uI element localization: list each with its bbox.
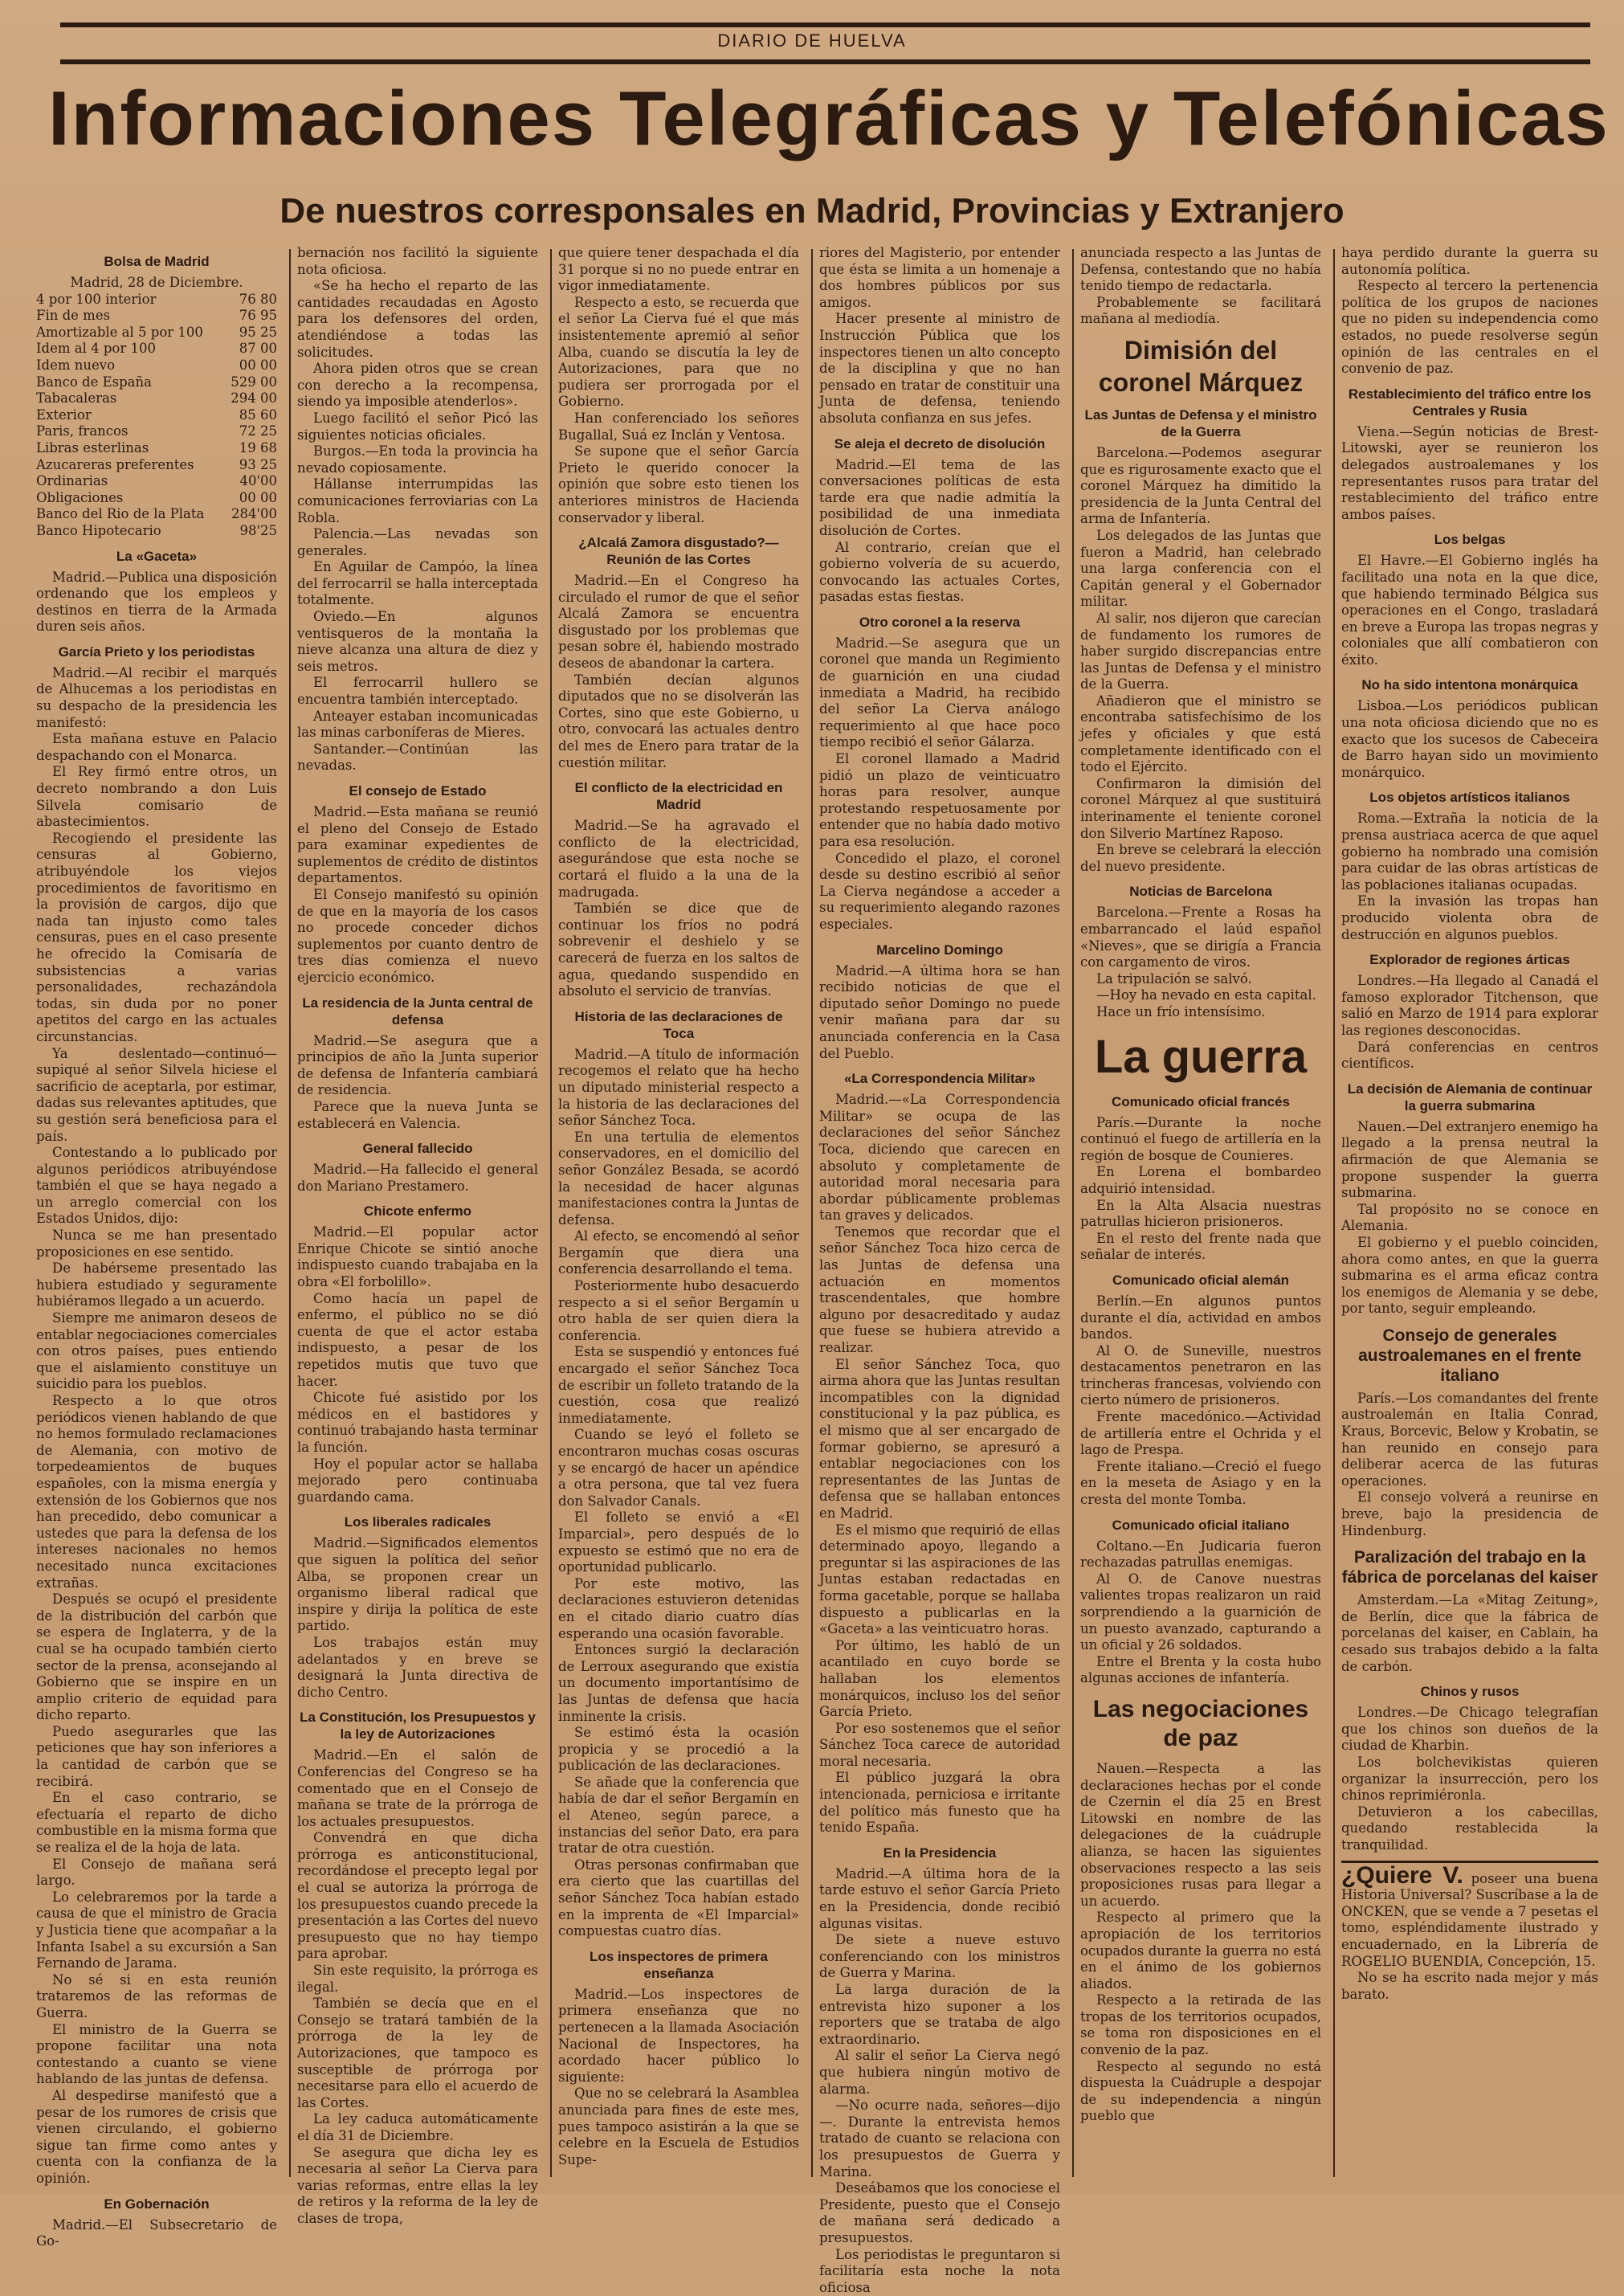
paragraph: Esta se suspendió y entonces fué encargado el señor Sánchez Toca de escribir un folleto tratando de la cuestión, cosa que realizó inmediatamente. [558, 1344, 799, 1427]
column-3 [558, 245, 799, 2173]
paragraph: Respecto al segundo no está dispuesta la Cuádruple a despojar de su independencia a ningún pueblo que [1080, 2059, 1321, 2125]
paragraph: Hállanse interrumpidas las comunicaciones ferroviarias con La Robla. [297, 476, 538, 526]
bolsa-name: Banco del Rio de la Plata [36, 506, 225, 523]
column-6 [1341, 245, 1598, 2173]
paragraph: Madrid.—Se asegura que un coronel que manda un Regimiento de guarnición en una ciudad inmediata a Madrid, ha recibido del señor La Cierva análogo requerimiento al que hace poco tiempo recibió el señor Gálarza. [819, 635, 1060, 751]
bolsa-value: 529 00 [225, 374, 277, 391]
paragraph: También decían algunos diputados que no se disolverán las Cortes, sino que este Gobierno, u otro, convocará las actuales dentro del mes de Enero para tratar de la cuestión militar. [558, 672, 799, 772]
paragraph: Convendrá en que dicha prórroga es anticonstitucional, recordándose el precepto legal por el cual se autoriza la prórroga de los presupuestos cuando precede la presentación a las Cortes del nuevo presupuesto que no hay tiempo para aprobar. [297, 1830, 538, 1963]
paragraph: Nunca se me han presentado proposiciones en ese sentido. [36, 1228, 277, 1260]
section-title: ¿Alcalá Zamora disgustado?—Reunión de las Cortes [558, 534, 799, 568]
paragraph: Madrid.—Se asegura que a principios de año la Junta superior de defensa de Infantería cambiará de residencia. [297, 1033, 538, 1099]
paragraph: El ferrocarril hullero se encuentra también interceptado. [297, 675, 538, 708]
bolsa-row [36, 374, 277, 391]
paragraph: Sin este requisito, la prórroga es ilegal. [297, 1963, 538, 1996]
paragraph: Madrid.—Publica una disposición ordenando que los empleos y destinos en tierra de la Armada duren seis años. [36, 570, 277, 635]
bolsa-name: Banco de España [36, 374, 225, 391]
paragraph: Nauen.—Respecta a las declaraciones hechas por el conde de Czernin el día 25 en Brest Litowski en nombre de las delegaciones de la cuádruple alianza, se hacen las siguientes observaciones respecto a las seis proposiciones rusas para llegar a un acuerdo. [1080, 1761, 1321, 1910]
main-headline: Informaciones Telegráficas y Telefónicas [48, 71, 1598, 167]
section-title: García Prieto y los periodistas [36, 643, 277, 660]
paragraph: En la invasión las tropas han producido violenta obra de destrucción en algunos pueblos. [1341, 893, 1598, 943]
paragraph: En breve se celebrará la elección del nuevo presidente. [1080, 842, 1321, 875]
section-title: Historia de las declaraciones de Toca [558, 1008, 799, 1042]
section-title: No ha sido intentona monárquica [1341, 676, 1598, 693]
paragraph: Como hacía un papel de enfermo, el público no se dió cuenta de que el actor estaba indispuesto, a pesar de los repetidos mutis que tuvo que hacer. [297, 1291, 538, 1391]
paragraph: Al O. de Canove nuestras valientes tropas realizaron un raid sorprendiendo a la guarnición de un puesto avanzado, capturando a un oficial y 26 soldados. [1080, 1571, 1321, 1654]
section-title: Restablecimiento del tráfico entre los Centrales y Rusia [1341, 386, 1598, 419]
paragraph: Madrid.—Al recibir el marqués de Alhucemas a los periodistas en su despacho de la presidencia les manifestó: [36, 665, 277, 731]
paragraph: anunciada respecto a las Juntas de Defensa, contestando que no había tenido tiempo de redactarla. [1080, 245, 1321, 295]
column-2 [297, 245, 538, 2173]
paragraph: Madrid.—Esta mañana se reunió el pleno del Consejo de Estado para examinar expedientes de suplementos de crédito de distintos departamentos. [297, 804, 538, 887]
bolsa-value: 87 00 [225, 341, 277, 357]
paragraph: Chicote fué asistido por los médicos en el bastidores y continuó trabajando hasta terminar la función. [297, 1390, 538, 1456]
paragraph: que quiere tener despachada el día 31 porque si no no puede entrar en vigor inmediatamente. [558, 245, 799, 295]
bolsa-name: Libras esterlinas [36, 440, 225, 457]
paragraph: Madrid.—Ha fallecido el general don Mariano Prestamero. [297, 1162, 538, 1195]
bolsa-name: Exterior [36, 407, 225, 424]
paragraph: Los bolchevikistas quieren organizar la insurrección, pero los chinos reprimiéronla. [1341, 1755, 1598, 1804]
paragraph: El ministro de la Guerra se propone facilitar una nota contestando a cuanto se viene hablando de las juntas de defensa. [36, 2022, 277, 2088]
section-title: Consejo de generales austroalemanes en el frente italiano [1341, 1326, 1598, 1386]
section-title: La «Gaceta» [36, 548, 277, 565]
paragraph: En Lorena el bombardeo adquirió intensidad. [1080, 1164, 1321, 1197]
bolsa-row [36, 473, 277, 490]
paragraph: Se asegura que dicha ley es necesaria al señor La Cierva para varias reformas, entre ellas la ley de retiros y la reforma de la ley de clases de tropa, [297, 2145, 538, 2228]
paragraph: En la Alta Alsacia nuestras patrullas hicieron prisioneros. [1080, 1198, 1321, 1231]
column-5 [1080, 245, 1321, 2173]
paragraph: Respecto a la retirada de las tropas de los territorios ocupados, se toma ron disposiciones en el convenio de la paz. [1080, 1992, 1321, 2058]
paragraph: Han conferenciado los señores Bugallal, Suá ez Inclán y Ventosa. [558, 411, 799, 443]
paragraph: Frente italiano.—Creció el fuego en la meseta de Asiago y en la cresta del monte Tomba. [1080, 1459, 1321, 1509]
paragraph: Madrid.—El Subsecretario de Go- [36, 2217, 277, 2250]
paragraph: Por último, les habló de un acantilado en cuyo borde se hallaban los elementos monárquicos, incluso los del señor García Prieto. [819, 1638, 1060, 1721]
paragraph: El público juzgará la obra intencionada, perniciosa e irritante del político más funesto que ha tenido España. [819, 1770, 1060, 1836]
paragraph: Al salir el señor La Cierva negó que hubiera ningún motivo de alarma. [819, 2048, 1060, 2098]
bolsa-row [36, 292, 277, 308]
paragraph: Se estimó ésta la ocasión propicia y se procedió a la publicación de las declaraciones. [558, 1725, 799, 1775]
section-title: Comunicado oficial alemán [1080, 1272, 1321, 1289]
paragraph: El Consejo manifestó su opinión de que en la mayoría de los casos no procede conceder dichos suplementos por cuanto dentro de tres días comienza el nuevo ejercicio económico. [297, 887, 538, 987]
paragraph: Por este motivo, las declaraciones estuvieron detenidas en el citado diario cuatro días esperando una ocasión favorable. [558, 1576, 799, 1642]
paragraph: bernación nos facilitó la siguiente nota oficiosa. [297, 245, 538, 278]
bolsa-name: Ordinarias [36, 473, 225, 490]
paragraph: Madrid.—El tema de las conversaciones políticas de esta tarde era que nadie admitía la posibilidad de una inmediata disolución de Cortes. [819, 457, 1060, 540]
paragraph: Después se ocupó el presidente de la distribución del carbón que se espera de Inglaterra, y de la cual se ha ocupado también cierto sector de la prensa, aconsejando al Gobierno que se inspire en un amplio criterio de equidad para dicho reparto. [36, 1591, 277, 1724]
paragraph: Barcelona.—Podemos asegurar que es rigurosamente exacto que el coronel Márquez ha dimitido la presidencia de la Junta Central del arma de Infantería. [1080, 445, 1321, 528]
bolsa-row [36, 390, 277, 407]
paragraph: Al O. de Suneville, nuestros destacamentos penetraron en las trincheras francesas, volviendo con cierto número de prisioneros. [1080, 1343, 1321, 1409]
paragraph: Añadieron que el ministro se encontraba satisfechísimo de los jefes y oficiales y que está completamente identificado con el todo el Ejército. [1080, 693, 1321, 776]
bolsa-name: Obligaciones [36, 490, 225, 507]
paragraph: Probablemente se facilitará mañana al mediodía. [1080, 295, 1321, 328]
section-title: El conflicto de la electricidad en Madrid [558, 779, 799, 813]
bolsa-name: Fin de mes [36, 308, 225, 325]
section-title: Los belgas [1341, 531, 1598, 548]
paragraph: Al efecto, se encomendó al señor Bergamín que diera una conferencia desarrollando el tema. [558, 1228, 799, 1278]
paragraph: Tenemos que recordar que el señor Sánchez Toca hizo cerca de las Juntas de defensa una actuación en momentos trascendentales, que hombre alguno por desacreditado y audaz que fuese se hubiera atrevido a realizar. [819, 1224, 1060, 1357]
section-title: Explorador de regiones árticas [1341, 951, 1598, 968]
paragraph: Los periodistas le preguntaron si facilitaría esta noche la nota oficiosa [819, 2247, 1060, 2296]
paragraph: París.—Los comandantes del frente austroalemán en Italia Conrad, Kraus, Borcevic, Below y Krobatin, se han reunido en consejo para deliberar acerca de las futuras operaciones. [1341, 1391, 1598, 1490]
paragraph: Luego facilitó el señor Picó las siguientes noticias oficiales. [297, 411, 538, 443]
paragraph: Burgos.—En toda la provincia ha nevado copiosamente. [297, 443, 538, 476]
columns [36, 245, 1602, 2173]
paragraph: Madrid.—En el salón de Conferencias del Congreso se ha comentado que en el Consejo de mañana se trate de la prórroga de los actuales presupuestos. [297, 1747, 538, 1830]
paragraph: Deseábamos que los conociese el Presidente, puesto que el Consejo de mañana será dedicado a presupuestos. [819, 2180, 1060, 2246]
paragraph: Viena.—Según noticias de Brest-Litowski, ayer se reunieron los delegados austroalemanes y los representantes rusos para tratar del restablecimiento del tráfico entre ambos países. [1341, 424, 1598, 524]
paragraph: También se decía que en el Consejo se tratará también de la prórroga de la ley de Autorizaciones, que tampoco es susceptible de prórroga por necesitarse para ello el acuerdo de las Cortes. [297, 1996, 538, 2111]
paragraph: riores del Magisterio, por entender que ésta se limita a un homenaje a dos hombres públicos por sus amigos. [819, 245, 1060, 311]
section-title: El consejo de Estado [297, 782, 538, 799]
paragraph: La larga duración de la entrevista hizo suponer a los reporters que se trataba de algo extraordinario. [819, 1982, 1060, 2048]
paragraph: Madrid.—«La Correspondencia Militar» se ocupa de las declaraciones del señor Sánchez Toca, diciendo que carecen en absoluto y completamente de autoridad moral necesaria para abordar públicamente problemas tan graves y delicados. [819, 1092, 1060, 1224]
bolsa-name: Banco Hipotecario [36, 523, 225, 540]
section-title: La Constitución, los Presupuestos y la ley de Autorizaciones [297, 1709, 538, 1742]
bolsa-name: Amortizable al 5 por 100 [36, 325, 225, 341]
paragraph: El gobierno y el pueblo coinciden, ahora como antes, en que la guerra submarina es el arma eficaz contra los enemigos de Alemania y se debe, por tanto, seguir empleando. [1341, 1235, 1598, 1318]
paragraph: También se dice que de continuar los fríos no podrá sobrevenir el deshielo y se carecerá de fuerza en los saltos de agua, quedando suspendido en absoluto el servicio de tranvías. [558, 901, 799, 1000]
bolsa-value: 76 95 [225, 308, 277, 325]
masthead-title: DIARIO DE HUELVA [0, 31, 1624, 51]
bolsa-value: 00 00 [225, 357, 277, 374]
paragraph: Respecto al primero que la apropiación de los territorios ocupados durante la guerra no está en el ánimo de los gobiernos aliados. [1080, 1910, 1321, 1992]
paragraph: Frente macedónico.—Actividad de artillería entre el Ochrida y el lago de Prespa. [1080, 1409, 1321, 1459]
paragraph: Ahora piden otros que se crean con derecho a la recompensa, siendo ya imposible atenderlos». [297, 361, 538, 411]
paragraph: Detuvieron a los cabecillas, quedando restablecida la tranquilidad. [1341, 1804, 1598, 1854]
bolsa-table [36, 292, 277, 540]
paragraph: París.—Durante la noche continuó el fuego de artillería en la región de bosque de Counieres. [1080, 1115, 1321, 1165]
paragraph: El coronel llamado a Madrid pidió un plazo de veinticuatro horas para resolver, aunque protestando respetuosamente por entender que no había dado motivo para esa resolución. [819, 751, 1060, 851]
bolsa-name: Azucareras preferentes [36, 457, 225, 474]
bolsa-value: 95 25 [225, 325, 277, 341]
paragraph: Respecto al tercero la pertenencia política de los grupos de naciones que no piden su independencia como estados, no puede resolverse según opinión de las centrales en el convenio de paz. [1341, 278, 1598, 378]
sub-headline: De nuestros corresponsales en Madrid, Provincias y Extranjero [0, 191, 1624, 231]
section-title: La decisión de Alemania de continuar la guerra submarina [1341, 1081, 1598, 1114]
bolsa-value: 98'25 [225, 523, 277, 540]
bolsa-value: 294 00 [225, 390, 277, 407]
bolsa-row [36, 506, 277, 523]
paragraph: Ya deslentado—continuó—supiqué al señor Silvela hiciese el sacrificio de aceptarla, por estimar, dadas sus relevantes aptitudes, que su gestión será beneficiosa para el país. [36, 1046, 277, 1146]
section-title: Se aleja el decreto de disolución [819, 435, 1060, 452]
paragraph: Madrid.—A última hora de la tarde estuvo el señor García Prieto en la Presidencia, donde recibió algunas visitas. [819, 1866, 1060, 1932]
paragraph: Al salir, nos dijeron que carecían de fundamento los rumores de haber surgido discrepancias entre las Juntas de Defensa y el ministro de la Guerra. [1080, 611, 1321, 693]
bolsa-date: Madrid, 28 de Diciembre. [36, 275, 277, 292]
bolsa-row [36, 490, 277, 507]
section-title: Paralización del trabajo en la fábrica de porcelanas del kaiser [1341, 1547, 1598, 1587]
section-title: Las Juntas de Defensa y el ministro de la Guerra [1080, 406, 1321, 440]
bolsa-value: 72 25 [225, 423, 277, 440]
bolsa-row [36, 457, 277, 474]
bolsa-row [36, 341, 277, 357]
section-headline: Dimisión del coronel Márquez [1080, 334, 1321, 398]
paragraph: Londres.—Ha llegado al Canadá el famoso explorador Titchenson, que salió en Marzo de 1914 para explorar las regiones desconocidas. [1341, 973, 1598, 1039]
bolsa-value: 40'00 [225, 473, 277, 490]
paragraph: Santander.—Continúan las nevadas. [297, 742, 538, 774]
paragraph: Londres.—De Chicago telegrafían que los chinos son dueños de la ciudad de Kharbin. [1341, 1705, 1598, 1755]
paragraph: Madrid.—A última hora se han recibido noticias de que el diputado señor Domingo no puede venir mañana para dar su anunciada conferencia en la Casa del Pueblo. [819, 963, 1060, 1063]
section-title: Comunicado oficial francés [1080, 1093, 1321, 1110]
paragraph: Roma.—Extraña la noticia de la prensa austriaca acerca de que aquel gobierno ha nombrado una comisión para cuidar de las obras artísticas de las poblaciones italianas ocupadas. [1341, 811, 1598, 893]
ad-heading: ¿Quiere V. [1341, 1862, 1463, 1889]
paragraph: —No ocurre nada, señores—dijo—. Durante la entrevista hemos tratado de cuanto se relaciona con los presupuestos de Guerra y Marina. [819, 2098, 1060, 2180]
section-title: Noticias de Barcelona [1080, 883, 1321, 900]
paragraph: Hace un frío intensísimo. [1080, 1004, 1321, 1021]
paragraph: Madrid.—Se ha agravado el conflicto de la electricidad, asegurándose que esta noche se cortará el fluido a la una de la madrugada. [558, 818, 799, 901]
paragraph: La ley caduca automáticamente el día 31 de Diciembre. [297, 2111, 538, 2144]
bolsa-value: 85 60 [225, 407, 277, 424]
paragraph: Entonces surgió la declaración de Lerroux asegurando que existía un documento importantísimo de las Juntas de defensa que hacía inminente la crisis. [558, 1642, 799, 1725]
bolsa-row [36, 357, 277, 374]
bolsa-row [36, 523, 277, 540]
paragraph: Amsterdam.—La «Mitag Zeitung», de Berlín, dice que la fábrica de porcelanas del kaiser, en Cablain, ha cesado sus trabajos debido a la falta de carbón. [1341, 1592, 1598, 1675]
paragraph: Posteriormente hubo desacuerdo respecto a si el señor Bergamín u otro habla de ser quien diera la conferencia. [558, 1278, 799, 1344]
paragraph: Siempre me animaron deseos de entablar negociaciones comerciales con otros países, pues entiendo que el aislamiento constituye un suicidio para los pueblos. [36, 1310, 277, 1393]
bolsa-value: 00 00 [225, 490, 277, 507]
bolsa-name: Idem al 4 por 100 [36, 341, 225, 357]
bolsa-row [36, 423, 277, 440]
bolsa-row [36, 440, 277, 457]
section-title: Marcelino Domingo [819, 942, 1060, 958]
column-4 [819, 245, 1060, 2173]
paragraph: Puedo asegurarles que las peticiones que hay son inferiores a la cantidad de carbón que se recibirá. [36, 1724, 277, 1790]
paragraph: Dará conferencias en centros científicos. [1341, 1040, 1598, 1072]
paragraph: Esta mañana estuve en Palacio despachando con el Monarca. [36, 731, 277, 764]
column-1 [36, 245, 277, 2173]
bolsa-row [36, 407, 277, 424]
paragraph: Madrid.—Significados elementos que siguen la política del señor Alba, se proponen crear un organismo liberal radical que inspire y dirija la política de este partido. [297, 1535, 538, 1635]
paragraph: Lo celebraremos por la tarde a causa de que el ministro de Gracia y Justicia tiene que acompañar a la Infanta Isabel a su excursión a San Fernando de Jarama. [36, 1890, 277, 1972]
paragraph: El Havre.—El Gobierno inglés ha facilitado una nota en la que dice, que habiendo terminado Bélgica sus operaciones en el Congo, trasladará en breve a Europa las tropas negras y coloniales que allí combatieron con éxito. [1341, 553, 1598, 668]
paragraph: De siete a nueve estuvo conferenciando con los ministros de Guerra y Marina. [819, 1932, 1060, 1982]
section-headline: La guerra [1080, 1029, 1321, 1085]
paragraph: Contestando a lo publicado por algunos periódicos atribuyéndose también el que se haya negado a un arreglo comercial con los Estados Unidos, dijo: [36, 1145, 277, 1228]
paragraph: «Se ha hecho el reparto de las cantidades recaudadas en Agosto para los defensores del orden, atendiéndose a todas las solicitudes. [297, 278, 538, 361]
bolsa-value: 76 80 [225, 292, 277, 308]
paragraph: Oviedo.—En algunos ventisqueros de la montaña la nieve alcanza una altura de diez y seis metros. [297, 609, 538, 675]
bolsa-row [36, 325, 277, 341]
paragraph: El folleto se envió a «El Imparcial», pero después de lo expuesto se estimó que no era de oportunidad publicarlo. [558, 1510, 799, 1575]
section-title: Los liberales radicales [297, 1514, 538, 1530]
paragraph: Se añade que la conferencia que había de dar el señor Bergamín en el Ateneo, según parece, a instancias del señor Dato, era para tratar de otra cuestión. [558, 1775, 799, 1857]
section-title: «La Correspondencia Militar» [819, 1070, 1060, 1087]
paragraph: En el caso contrario, se efectuaría el reparto de dicho combustible en la misma forma que se realiza el de la hoja de lata. [36, 1790, 277, 1856]
paragraph: Berlín.—En algunos puntos durante el día, actividad en ambos bandos. [1080, 1293, 1321, 1343]
paragraph: De habérseme presentado las hubiera estudiado y seguramente hubiéramos llegado a un acuerdo. [36, 1260, 277, 1310]
section-headline: Las negociaciones de paz [1080, 1695, 1321, 1753]
bolsa-row [36, 308, 277, 325]
paragraph: Al contrario, creían que el gobierno volvería de su acuerdo, convocando las actuales Cortes, pasadas estas fiestas. [819, 540, 1060, 606]
paragraph: Nauen.—Del extranjero enemigo ha llegado a la prensa neutral la afirmación de que Alemania se propone suspender la guerra submarina. [1341, 1119, 1598, 1202]
paragraph: Respecto a lo que otros periódicos vienen hablando de que no hemos formulado reclamaciones de Alemania, con motivo de torpedeamientos de buques españoles, con la misma energía y extensión de los Gobiernos que nos han precedido, debo comunicar a ustedes que para la defensa de los intereses nacionales no hemos necesitado nunca excitaciones extrañas. [36, 1393, 277, 1591]
paragraph: En el resto del frente nada que señalar de interés. [1080, 1231, 1321, 1264]
masthead [0, 0, 1624, 72]
paragraph: Otras personas confirmaban que era cierto que las cuartillas del señor Sánchez Toca habían estado en la imprenta de «El Imparcial» compuestas cuatro días. [558, 1857, 799, 1940]
paragraph: Los trabajos están muy adelantados y en breve se designará la Junta directiva de dicho Centro. [297, 1635, 538, 1701]
paragraph: Entre el Brenta y la costa hubo algunas acciones de infantería. [1080, 1654, 1321, 1687]
paragraph: haya perdido durante la guerra su autonomía política. [1341, 245, 1598, 278]
advertisement [1341, 1861, 1598, 2004]
paragraph: Recogiendo el presidente las censuras al Gobierno, atribuyéndole los viejos procedimientos de favoritismo en la provisión de cargos, dijo que nada tan injusto como tales censuras, pues en el caso presente he ofrecido la Comisaría de subsistencias a varias personalidades, rechazándola todas, sin duda por no poner apetitos del cargo en las actuales circunstancias. [36, 831, 277, 1046]
paragraph: Madrid.—En el Congreso ha circulado el rumor de que el señor Alcalá Zamora se encuentra disgustado por los problemas que pesan sobre él, habiendo mostrado deseos de abandonar la cartera. [558, 573, 799, 672]
paragraph: El consejo volverá a reunirse en breve, bajo la presidencia de Hindenburg. [1341, 1489, 1598, 1539]
paragraph: Respecto a esto, se recuerda que el señor La Cierva fué el que más insistentemente apremió al señor Alba, cuando se discutía la ley de Autorizaciones, para que no pudiera ser prorrogada por el Gobierno. [558, 295, 799, 411]
paragraph: Se supone que el señor García Prieto le querido conocer la opinión que sobre esto tienen los anteriores ministros de Hacienda conservador y liberal. [558, 443, 799, 526]
section-title: Los inspectores de primera enseñanza [558, 1948, 799, 1982]
masthead-rule-bottom [60, 59, 1590, 64]
bolsa-name: 4 por 100 interior [36, 292, 225, 308]
paragraph: Coltano.—En Judicaria fueron rechazadas patrullas enemigas. [1080, 1538, 1321, 1571]
paragraph: Madrid.—El popular actor Enrique Chicote se sintió anoche indispuesto cuando trabajaba en la obra «El forbolillo». [297, 1224, 538, 1290]
section-title: Chinos y rusos [1341, 1683, 1598, 1700]
paragraph: Anteayer estaban incomunicadas las minas carboníferas de Mieres. [297, 709, 538, 742]
paragraph: Concedido el plazo, el coronel desde su destino escribió al señor La Cierva negándose a acceder a su requerimiento alegando razones especiales. [819, 851, 1060, 934]
paragraph: Madrid.—A título de información recogemos el relato que ha hecho un diputado ministerial respecto a la historia de las declaraciones del señor Sánchez Toca. [558, 1047, 799, 1130]
paragraph: Los delegados de las Juntas que fueron a Madrid, han celebrado una larga conferencia con el Capitán general y el Gobernador militar. [1080, 528, 1321, 611]
paragraph: Madrid.—Los inspectores de primera enseñanza que no pertenecen a la llamada Asociación Nacional de Inspectores, ha acordado hacer público lo siguiente: [558, 1987, 799, 2086]
paragraph: En una tertulia de elementos conservadores, en el domicilio del señor González Besada, se acordó la necesidad de hacer algunas manifestaciones contra la Juntas de defensa. [558, 1130, 799, 1229]
paragraph: Al despedirse manifestó que a pesar de los rumores de crisis que vienen circulando, el gobierno sigue tan firme como antes y cuenta con la confianza de la opinión. [36, 2088, 277, 2188]
bolsa-value: 19 68 [225, 440, 277, 457]
paragraph: Lisboa.—Los periódicos publican una nota oficiosa diciendo que no es exacto que los sucesos de Cabeceira de Barro hayan sido un movimiento monárquico. [1341, 698, 1598, 781]
paragraph: Hacer presente al ministro de Instrucción Pública que los inspectores tienen un alto concepto de la disciplina y que no han pensado en tratar de constituir una Junta de defensa, teniendo absoluta confianza en sus jefes. [819, 311, 1060, 427]
section-title: General fallecido [297, 1140, 538, 1157]
paragraph: Parece que la nueva Junta se establecerá en Valencia. [297, 1099, 538, 1132]
bolsa-name: Idem nuevo [36, 357, 225, 374]
paragraph: Tal propósito no se conoce en Alemania. [1341, 1202, 1598, 1235]
paragraph: Hoy el popular actor se hallaba mejorado pero continuaba guardando cama. [297, 1456, 538, 1506]
paragraph: El Consejo de mañana será largo. [36, 1857, 277, 1890]
section-title: Los objetos artísticos italianos [1341, 789, 1598, 806]
section-title: La residencia de la Junta central de defensa [297, 995, 538, 1028]
masthead-rule-top [60, 22, 1590, 27]
section-title: En la Presidencia [819, 1845, 1060, 1861]
bolsa-name: Paris, francos [36, 423, 225, 440]
section-title: Otro coronel a la reserva [819, 614, 1060, 631]
paragraph: No sé si en esta reunión trataremos de las reformas de Guerra. [36, 1972, 277, 2022]
paragraph: El señor Sánchez Toca, quo airma ahora que las Juntas resultan incompatibles con la dignidad constitucional y la paz pública, es el mismo que al ser encargado de formar gobierno, se apresuró a entablar negociaciones con los representantes de las Juntas de defensa que se hallaban entonces en Madrid. [819, 1357, 1060, 1522]
paragraph: Palencia.—Las nevadas son generales. [297, 526, 538, 559]
section-title: Chicote enfermo [297, 1203, 538, 1219]
bolsa-value: 93 25 [225, 457, 277, 474]
paragraph: Barcelona.—Frente a Rosas ha embarrancado el laúd español «Nieves», que se dirigía a Francia con cargamento de viros. [1080, 905, 1321, 970]
paragraph: El Rey firmó entre otros, un decreto nombrando a don Luis Silvela comisario de abastecimientos. [36, 764, 277, 830]
paragraph: Cuando se leyó el folleto se encontraron muchas cosas oscuras y se encargó de hacer un apéndice a otra persona, que tal vez fuera don Salvador Canals. [558, 1427, 799, 1510]
paragraph: La tripulación se salvó. [1080, 971, 1321, 988]
bolsa-value: 284'00 [225, 506, 277, 523]
section-title: Bolsa de Madrid [36, 253, 277, 270]
paragraph: —Hoy ha nevado en esta capital. [1080, 987, 1321, 1004]
section-title: En Gobernación [36, 2196, 277, 2212]
ad-footer: No se ha escrito nada mejor y más barato. [1341, 1970, 1598, 2003]
section-title: Comunicado oficial italiano [1080, 1517, 1321, 1534]
paragraph: Por eso sostenemos que el señor Sánchez Toca carece de autoridad moral necesaria. [819, 1721, 1060, 1771]
paragraph: Es el mismo que requirió de ellas determinado apoyo, llegando a preguntar si las aspiraciones de las Juntas estaban redactadas en forma gacetable, porque se hallaba dispuesto a publicarlas en la «Gaceta» a las veinticuatro horas. [819, 1522, 1060, 1638]
ad-text: poseer una buena Historia Universal? Suscríbase a la de ONCKEN, que se vende a 7 pesetas el tomo, espléndidamente ilustrado y encuadernado, en la Librería de ROGELIO BUENDIA, Concepción, 15. [1341, 1871, 1598, 1969]
bolsa-name: Tabacaleras [36, 390, 225, 407]
paragraph: En Aguilar de Campóo, la línea del ferrocarril se halla interceptada totalmente. [297, 559, 538, 609]
paragraph: Que no se celebrará la Asamblea anunciada para fines de este mes, pues tampoco asistirán a la que se celebre en la Escuela de Estudios Supe- [558, 2086, 799, 2168]
paragraph: Confirmaron la dimisión del coronel Márquez al que sustituirá interinamente el teniente coronel don Silverio Martínez Raposo. [1080, 776, 1321, 842]
